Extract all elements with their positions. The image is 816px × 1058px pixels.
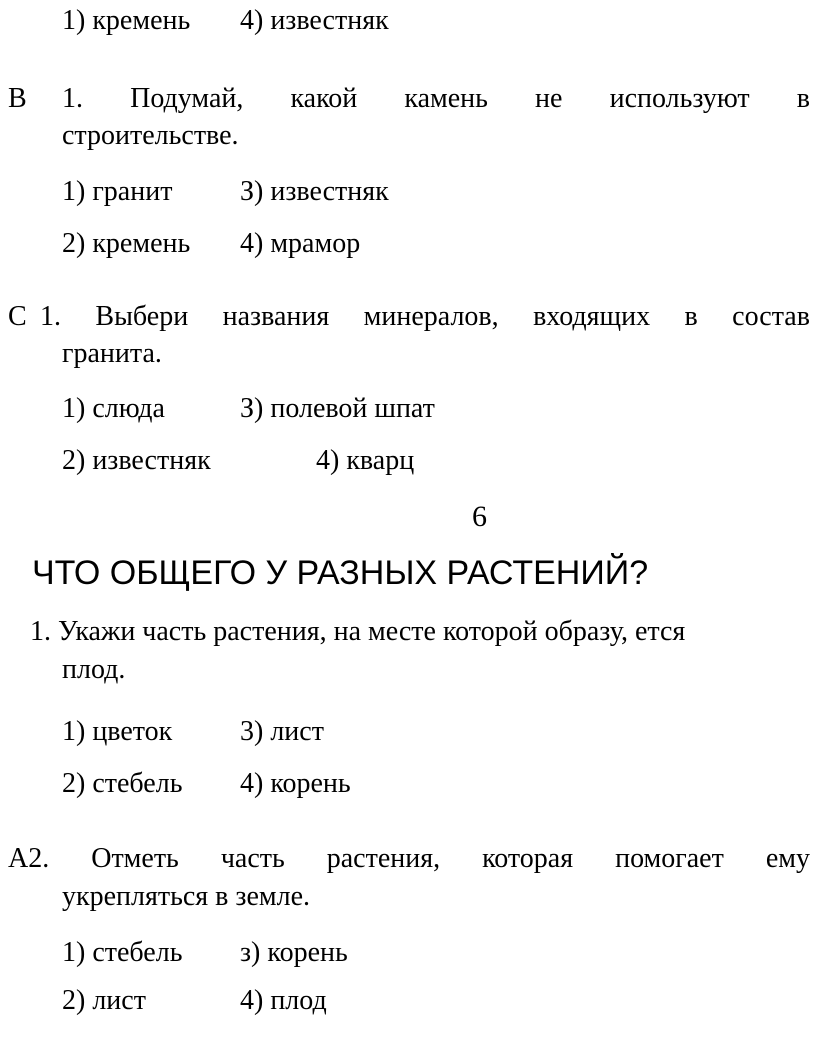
question-1-option-2: 2) стебель [62,768,183,799]
question-1-option-4: 4) корень [240,768,351,799]
top-option-1: 1) кремень [62,5,191,36]
question-c1-option-4: 4) кварц [316,445,415,476]
top-option-4: 4) известняк [240,5,389,36]
question-c1-letter: С [8,301,27,332]
question-c1-word: минералов, [363,301,499,332]
question-a2-word: которая [482,843,574,874]
question-c1-word: состав [732,301,810,332]
question-1-option-1: 1) цветок [62,716,173,747]
question-b1-word: в [796,83,810,114]
question-a2-option-3: з) корень [240,937,348,968]
question-a2-word: ему [765,843,810,874]
question-1-option-3: 3) лист [240,716,324,747]
question-c1-number: 1. [40,301,61,332]
question-a2-word: растения, [326,843,441,874]
question-a2-option-4: 4) плод [240,985,327,1016]
question-b1-word: камень [404,83,488,114]
question-c1-option-3: З) полевой шпат [240,393,435,424]
question-c1-word: в [684,301,698,332]
question-c1-line2: гранита. [62,338,162,369]
question-a2-word: помогает [615,843,724,874]
question-1-line1: 1. Укажи часть растения, на месте которой образу, ется [30,616,686,647]
question-a2-option-1: 1) стебель [62,937,183,968]
question-b1-option-3: З) известняк [240,176,389,207]
question-1-line2: плод. [62,654,126,685]
question-b1-letter: В [8,83,27,114]
question-c1-word: входящих [533,301,651,332]
question-b1-line2: строительстве. [62,120,239,151]
question-c1-option-2: 2) известняк [62,445,211,476]
question-c1-word: Выбери [95,301,189,332]
question-a2-line2: укрепляться в земле. [62,881,311,912]
question-c1-word: названия [222,301,330,332]
question-b1-word: какой [290,83,358,114]
question-a2-word: часть [220,843,285,874]
question-b1-option-2: 2) кремень [62,228,191,259]
question-b1-word: используют [609,83,750,114]
section-title: ЧТО ОБЩЕГО У РАЗНЫХ РАСТЕНИЙ? [32,554,649,592]
question-b1-option-4: 4) мрамор [240,228,361,259]
section-number: 6 [472,500,487,533]
question-b1-word: Подумай, [130,83,244,114]
question-a2-option-2: 2) лист [62,985,146,1016]
question-a2-word: Отметь [91,843,179,874]
question-a2-label: А2. [8,843,50,874]
question-a2-line1 [8,842,810,876]
question-c1-line1 [40,300,810,334]
question-c1-option-1: 1) слюда [62,393,165,424]
question-b1-line1 [62,82,810,116]
question-b1-option-1: 1) гранит [62,176,173,207]
question-b1-number: 1. [62,83,83,114]
question-b1-word: не [535,83,563,114]
